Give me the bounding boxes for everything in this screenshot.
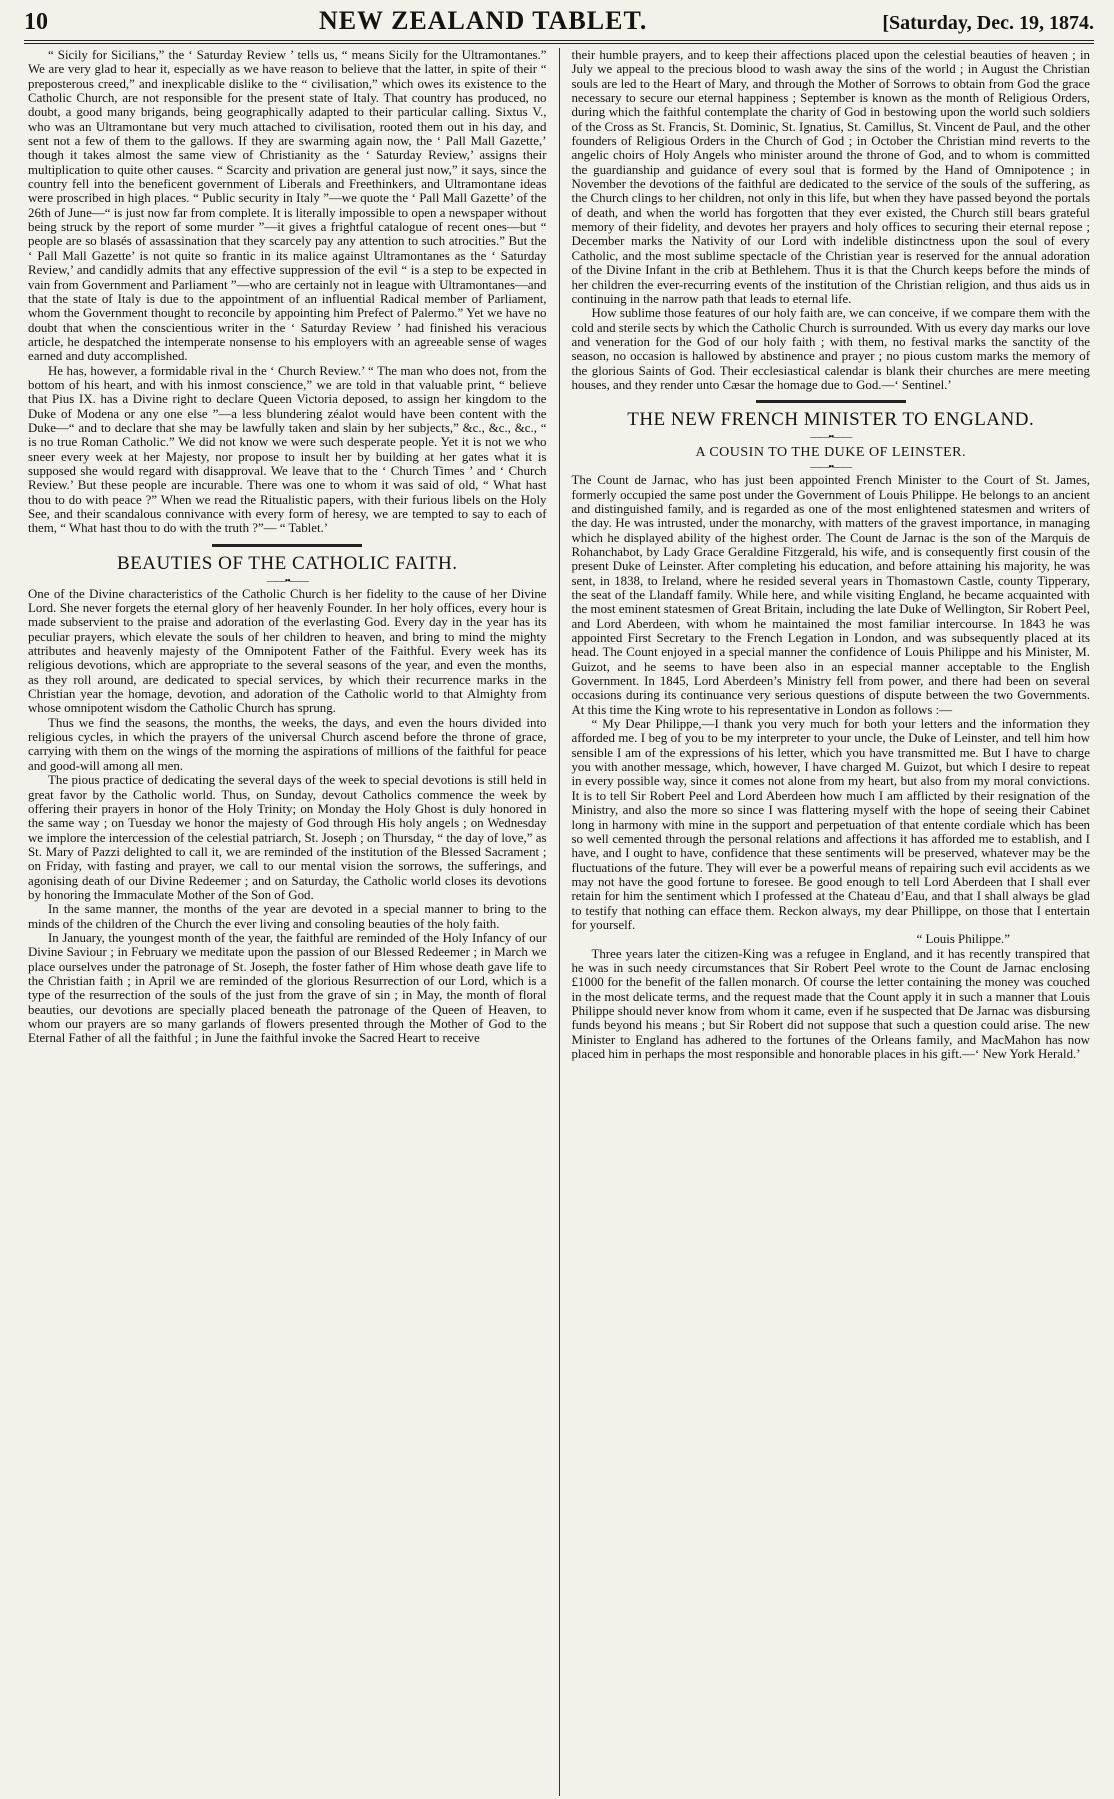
article-paragraph: How sublime those features of our holy faith are, we can conceive, if we compare them with the cold and sterile sects by which the Catholic Church is surrounded. With us every day marks our love and veneration for the God of our holy faith ; with them, no festival marks the sanctity of the season, no occasion is hallowed by abstinence and prayer ; no pious custom marks the memory of the glorious Saints of God. Their ecclesiastical calendar is blank their churches are mere meeting houses, and they render unto Cæsar the homage due to God.—‘ Sentinel.’	[571, 306, 1090, 392]
masthead-rule	[24, 40, 1094, 44]
issue-date: [Saturday, Dec. 19, 1874.	[882, 12, 1094, 34]
page-number: 10	[24, 9, 48, 35]
article-paragraph: One of the Divine characteristics of the Catholic Church is her fidelity to the cause of her Divine Lord. She never forgets the eternal glory of her heavenly Founder. In her holy offices, every hour is made subservient to the praise and adoration of the everlasting God. Every day in the year has its peculiar prayers, which elevate the souls of her children to heaven, and bring to mind the mighty attributes and heavenly majesty of the Omnipotent Father of the Faithful. Every week has its religious devotions, which are appropriate to the several seasons of the year, and even the months, as they roll around, are dedicated to special services, by which their recurrence marks in the Christian year the homage, devotion, and adoration of the Catholic world to that Almighty from whose omnipotent wisdom the Catholic Church has sprung.	[28, 586, 547, 716]
section-rule	[756, 400, 906, 403]
newspaper-title: NEW ZEALAND TABLET.	[318, 6, 648, 35]
article-title: THE NEW FRENCH MINISTER TO ENGLAND.	[627, 409, 1035, 431]
article-paragraph: Three years later the citizen-King was a refugee in England, and it has recently transpired that he was in such needy circumstances that Sir Robert Peel wrote to the Count de Jarnac enclosing £1000 for the benefit of the fallen monarch. Of course the letter containing the money was couched in the most delicate terms, and the request made that the Count apply it in such a manner that Louis Philippe should never know from whom it came, even if he suspected that De Jarnac was disbursing funds beyond his means ; but Sir Robert did not suppose that such a question could arise. The new Minister to England has adhered to the fortunes of the Orleans family, and MacMahon has now placed him in perhaps the most responsible and honorable places in his gift.—‘ New York Herald.’	[571, 946, 1090, 1061]
article-title: BEAUTIES OF THE CATHOLIC FAITH.	[117, 552, 458, 574]
columns	[24, 48, 1094, 1796]
column-divider	[559, 48, 560, 1796]
masthead	[24, 6, 1094, 36]
article-paragraph: Thus we find the seasons, the months, the weeks, the days, and even the hours divided into religious cycles, in which the prayers of the universal Church ascend before the throne of grace, carrying with them on the wings of the morning the aspirations of millions of the faithful for peace and good-will among all men.	[28, 715, 547, 773]
article-paragraph: their humble prayers, and to keep their affections placed upon the celestial beauties of heaven ; in July we appeal to the precious blood to wash away the sins of the world ; in August the Christian souls are led to the Heart of Mary, and through the Mother of Sorrows to obtain from God the grace necessary to secure our eternal happiness ; September is known as the month of Religious Orders, during which the faithful contemplate the charity of God in bestowing upon the world such soldiers of the Cross as St. Francis, St. Dominic, St. Ignatius, St. Camillus, St. Vincent de Paul, and the other founders of Religious Orders in the Church of God ; in October the Christian mind reverts to the angelic choirs of Holy Angels who minister around the throne of God, and to whom is committed the guardianship and guidance of every soul that is formed by the Hand of Omnipotence ; in November the devotions of the faithful are dedicated to the service of the souls of the suffering, as the Church clings to her children, not only in this life, but when they have passed beyond the portals of death, and when the world has forgotten that they ever existed, the Church still bears grateful memory of their fidelity, and devotes her prayers and holy offices to securing their eternal repose ; December marks the Nativity of our Lord with indelible distinctness upon the soul of every Catholic, and the most sublime spectacle of the Christian year is reserved for the annual adoration of the Divine Infant in the crib at Bethlehem. Thus it is that the Church keeps before the minds of her children the ever-recurring events of the institution of the Christian religion, and thus aids us in continuing in the narrow path that leads to eternal life.	[571, 48, 1090, 306]
right-column	[567, 48, 1094, 1796]
article-paragraph: “ Sicily for Sicilians,” the ‘ Saturday Review ’ tells us, “ means Sicily for the Ultramontanes.” We are very glad to hear it, especially as we have reason to believe that the latter, in spite of their “ preposterous creed,” and inexplicable dislike to the “ civilisation,” which owes its existence to the Catholic Church, are not responsible for the present state of Italy. That country has produced, no doubt, a good many brigands, being geographically adapted to their particular calling. Sixtus V., who was an Ultramontane but very much attached to civilisation, rooted them out in his day, and sent not a few of them to the gallows. If they are swarming again now, the ‘ Pall Mall Gazette,’ though it takes almost the same view of Christianity as the ‘ Saturday Review,’ assigns their multiplication to quite other causes. “ Scarcity and privation are general just now,” it says, since the country fell into the beneficent government of Liberals and Freethinkers, and Ultramontane ideas were proscribed in high places. “ Public security in Italy ”—we quote the ‘ Pall Mall Gazette’ of the 26th of June—“ is just now far from complete. It is literally impossible to open a newspaper without being struck by the report of some murder ”—it gives a frightful catalogue of recent ones—but “ people are so blasés of assassination that they scarcely pay any attention to such atrocities.” But the ‘ Pall Mall Gazette’ is not quite so frantic in its malice against Ultramontanes as the ‘ Saturday Review,’ and candidly admits that any effective suppression of the evil “ is a step to be expected in vain from Government and Parliament ”—who are certainly not in league with Ultramontanes—and that the state of Italy is due to the appointment of an influential Radical member of Parliament, whom the Government thought to reconcile by appointing him Prefect of Palermo.” Yet we have no doubt that when the conscientious writer in the ‘ Saturday Review ’ had finished his veracious article, he despatched the intemperate nonsense to his employers with an agreeable sense of wages earned and duty accomplished.	[28, 48, 547, 364]
article-paragraph: In January, the youngest month of the year, the faithful are reminded of the Holy Infancy of our Divine Saviour ; in February we meditate upon the passion of our Blessed Redeemer ; in March we place ourselves under the patronage of St. Joseph, the foster father of Him whose death gave life to the Christian faith ; in April we are reminded of the glorious Resurrection of our Lord, which is a type of the resurrection of the souls of the just from the grave of sin ; in May, the month of floral beauties, our devotions are specially placed beneath the patronage of the Queen of Heaven, to whom our prayers are so many garlands of flowers presented through the Mother of God to the Eternal Father of all the faithful ; in June the faithful invoke the Sacred Heart to receive	[28, 930, 547, 1046]
left-column	[24, 48, 551, 1796]
letter-signature: “ Louis Philippe.”	[916, 932, 1010, 947]
article-paragraph: He has, however, a formidable rival in the ‘ Church Review.’ “ The man who does not, from the bottom of his heart, and with his inmost conscience,” we are told in that valuable print, “ believe that Pius IX. has a Divine right to declare Queen Victoria deposed, to assign her kingdom to the Duke of Modena or any one else ”—a less blundering zéalot would have been content with the Duke—“ and to declare that she may be lawfully taken and slain by her subjects,” &c., &c., &c., “ is no true Roman Catholic.” We did not know we were such desperate people. Yet it is not we who sneer every week at her Majesty, nor propose to insult her by building at her gates what it is supposed she would regard with disapproval. We leave that to the ‘ Church Times ’ and ‘ Church Review.’ But these people are incurable. There was one to whom it was said of old, “ What hast thou to do with peace ?” When we read the Ritualistic papers, with their furious libels on the Holy See, and their scandalous connivance with every form of heresy, we are tempted to say to each of them, “ What hast thou to do with the truth ?”— “ Tablet.’	[28, 363, 547, 536]
title-ornament: ——••——	[810, 432, 852, 444]
letter-paragraph: “ My Dear Philippe,—I thank you very much for both your letters and the information they afforded me. I beg of you to be my interpreter to your uncle, the Duke of Leinster, and tell him how sensible I am of the expressions of his letter, which you have transmitted me. But I have to charge you with another message, which, however, I have charged M. Guizot, but which I desire to repeat in every possible way, since it comes not alone from my heart, but also from my moral convictions. It is to tell Sir Robert Peel and Lord Aberdeen how much I am afflicted by their resignation of the Ministry, and also the more so since I was flattering myself with the hope of seeing their Cabinet long in harmony with mine in the support and perpetuation of that entente cordiale which has been so well cemented through the personal relations and affections it has afforded me to establish, and I have, and I ought to have, confidence that these sentiments will be preserved, whatever may be the fluctuations of the future. They will ever be a powerful means of repairing such evil accidents as we may not have the good fortune to foresee. Be good enough to tell Lord Aberdeen that I shall ever retain for him the sentiment which I professed at the Chateau d’Eau, and that I shall always be glad to testify that nothing can efface them. Reckon always, my dear Phillippe, on those that I entertain for yourself.	[571, 717, 1090, 932]
article-paragraph: In the same manner, the months of the year are devoted in a special manner to bring to the minds of the children of the Church the ever living and consoling beauties of the holy faith.	[28, 902, 547, 931]
section-rule	[212, 544, 362, 547]
subtitle-ornament: ——••——	[810, 462, 852, 474]
article-paragraph: The pious practice of dedicating the several days of the week to special devotions is still held in great favor by the Catholic world. Thus, on Sunday, devout Catholics commence the week by offering their prayers in honor of the Holy Trinity; on Monday the Holy Ghost is duly honored in the same way ; on Tuesday we honor the majesty of God through His holy angels ; on Wednesday we implore the intercession of the celestial patriarch, St. Joseph ; on Thursday, “ the day of love,” as St. Mary of Pazzi delighted to call it, we are reminded of the institution of the Blessed Sacrament ; on Friday, with fasting and prayer, we call to our mental vision the sorrows, the sufferings, and agonising death of our Divine Redeemer ; and on Saturday, the Catholic world closes its devotions by honoring the Immaculate Mother of the Son of God.	[28, 773, 547, 902]
title-ornament: ——••——	[266, 575, 308, 587]
article-paragraph: The Count de Jarnac, who has just been appointed French Minister to the Court of St. James, formerly occupied the same post under the Government of Louis Philippe. He belongs to an ancient and distinguished family, and is regarded as one of the most enlightened statesmen and writers of the day. He was intrusted, under the monarchy, with matters of the gravest importance, in managing which he displayed ability of the highest order. The Count de Jarnac is the son of the Marquis de Rohanchabot, by Lady Grace Geraldine Fitzgerald, his wife, and is consequently first cousin of the present Duke of Leinster. After completing his education, and before attaining his majority, he was sent, in 1838, to Ireland, where he resided several years in Thomastown Castle, county Tipperary, the seat of the Llandaff family. While here, and while visiting England, he became acquainted with the most eminent statesmen of Great Britain, including the late Duke of Wellington, Sir Robert Peel, and Lord Aberdeen, with whom he maintained the most familiar intercourse. In 1843 he was appointed First Secretary to the French Legation in London, and was subsequently placed at its head. The Count enjoyed in a special manner the confidence of Louis Philippe and his Minister, M. Guizot, and he seems to have been also in an especial manner acceptable to the English Government. In 1845, Lord Aberdeen’s Ministry fell from power, and there had been on several occasions during its continuance very serious questions of dispute between the two Governments. At this time the King wrote to his representative in London as follows :—	[571, 473, 1090, 717]
article-subtitle: A COUSIN TO THE DUKE OF LEINSTER.	[695, 445, 966, 461]
